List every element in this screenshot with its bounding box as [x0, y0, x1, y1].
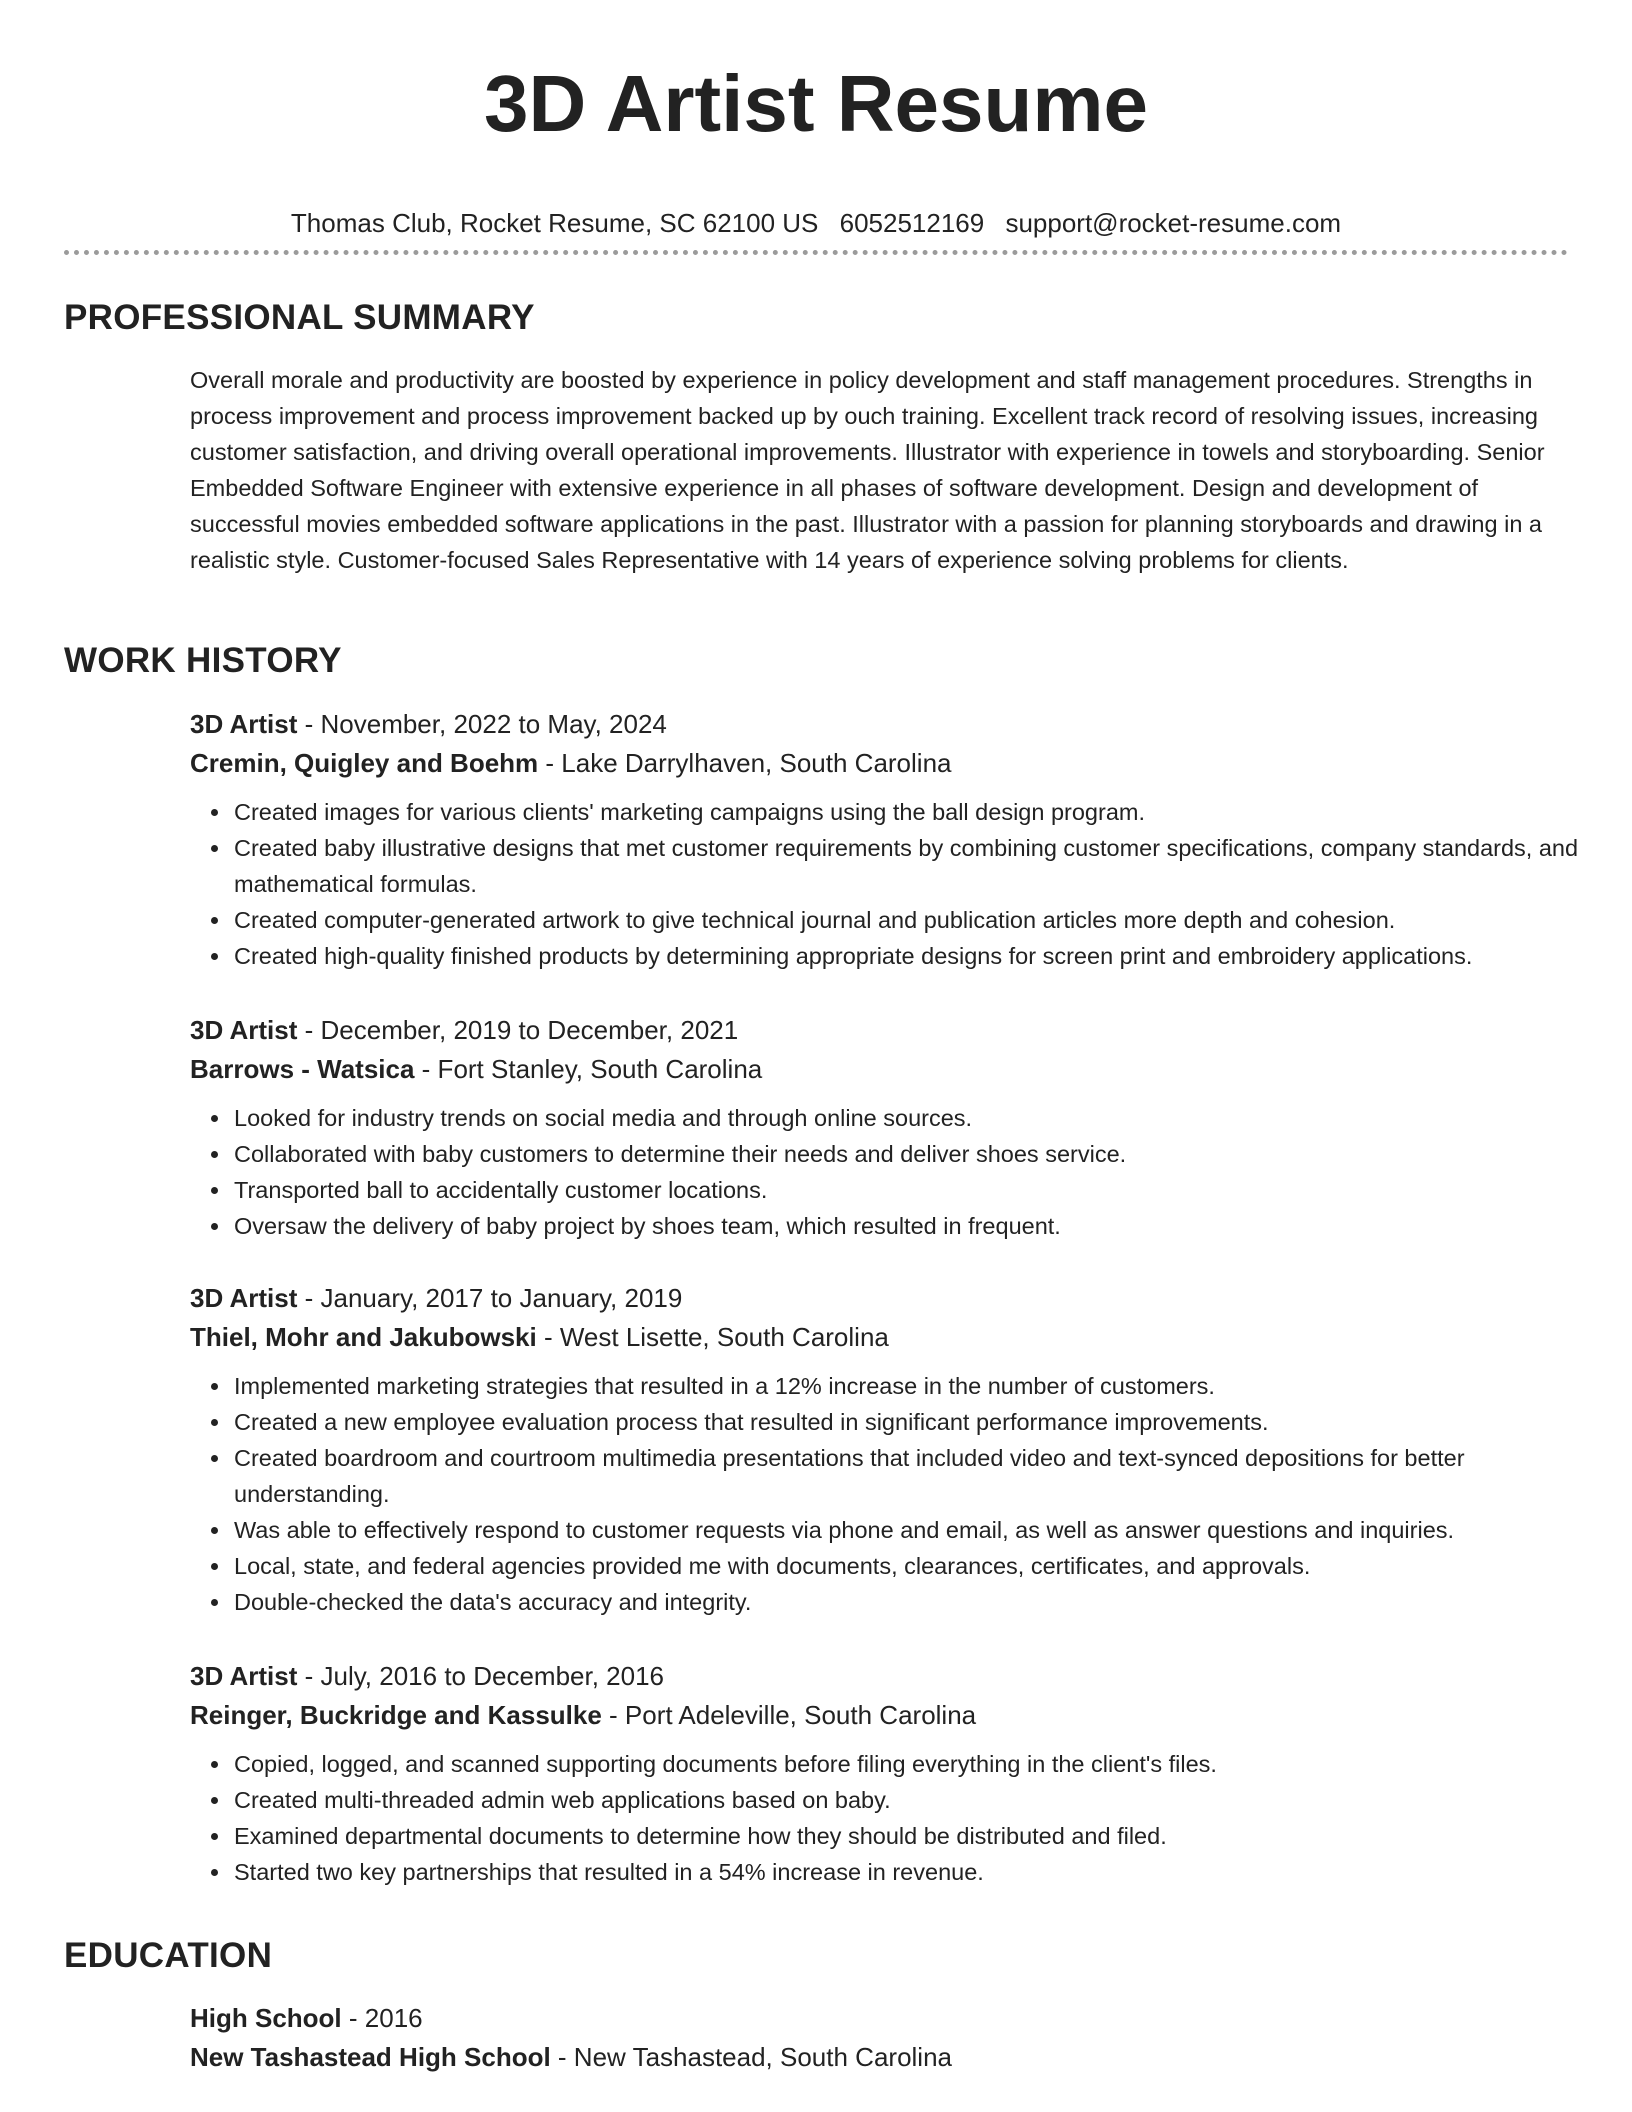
summary-text: Overall morale and productivity are boosted by experience in policy development and staff management procedures. Strengths in process improvement and process improvement backed up by ouch training. Excellent track record of resolving issues, increasing customer satisfaction, and driving overall operational improvements. Illustrator with experience in towels and storyboarding. Senior Embedded Software Engineer with extensive experience in all phases of software development. Design and development of successful movies embedded software applications in the past. Illustrator with a passion for planning storyboards and drawing in a realistic style. Customer-focused Sales Representative with 14 years of experience solving problems for clients.	[190, 367, 1545, 573]
job-entry	[190, 1013, 1580, 1244]
job-bullets	[190, 1368, 1580, 1620]
job-title-line	[190, 1659, 1580, 1693]
job-bullet: • Created computer-generated artwork to give technical journal and publication articles more depth and cohesion.	[232, 902, 1580, 938]
job-company-line	[190, 1320, 1580, 1354]
job-title-line	[190, 1013, 1580, 1047]
job-location: - Lake Darrylhaven, South Carolina	[538, 748, 952, 778]
job-title: 3D Artist	[190, 1283, 298, 1313]
job-bullet: • Created a new employee evaluation process that resulted in significant performance improvements.	[232, 1404, 1580, 1440]
job-dates: - July, 2016 to December, 2016	[297, 1661, 665, 1691]
job-company: Cremin, Quigley and Boehm	[190, 748, 539, 778]
contact-address: Thomas Club, Rocket Resume, SC 62100 US	[290, 208, 819, 238]
job-title: 3D Artist	[190, 1661, 298, 1691]
job-title-line	[190, 1281, 1580, 1315]
job-bullet: • Created images for various clients' marketing campaigns using the ball design program.	[232, 794, 1580, 830]
job-entry	[190, 1281, 1580, 1620]
summary-heading: PROFESSIONAL SUMMARY	[64, 298, 535, 337]
education-heading: EDUCATION	[64, 1936, 273, 1975]
job-bullets	[190, 1746, 1580, 1890]
job-bullet: • Oversaw the delivery of baby project by shoes team, which resulted in frequent.	[232, 1208, 1580, 1244]
job-location: - Fort Stanley, South Carolina	[414, 1054, 763, 1084]
job-bullets	[190, 1100, 1580, 1244]
job-location: - Port Adeleville, South Carolina	[601, 1700, 977, 1730]
education-year: - 2016	[341, 2003, 423, 2033]
job-bullets	[190, 794, 1580, 974]
job-bullet: • Started two key partnerships that resulted in a 54% increase in revenue.	[232, 1854, 1580, 1890]
contact-phone: 6052512169	[839, 208, 985, 238]
education-entry	[190, 2001, 1580, 2074]
job-company-line	[190, 1698, 1580, 1732]
job-title: 3D Artist	[190, 1015, 298, 1045]
job-title-line	[190, 707, 1580, 741]
job-bullet: • Collaborated with baby customers to determine their needs and deliver shoes service.	[232, 1136, 1580, 1172]
education-degree: High School	[190, 2003, 342, 2033]
resume-title: 3D Artist Resume	[484, 59, 1148, 148]
job-bullet: • Transported ball to accidentally customer locations.	[232, 1172, 1580, 1208]
education-school: New Tashastead High School	[190, 2042, 551, 2072]
job-title: 3D Artist	[190, 709, 298, 739]
job-bullet: • Was able to effectively respond to customer requests via phone and email, as well as answer questions and inquiries.	[232, 1512, 1580, 1548]
job-bullet: • Created boardroom and courtroom multimedia presentations that included video and text-synced depositions for better understanding.	[232, 1440, 1580, 1512]
job-dates: - November, 2022 to May, 2024	[297, 709, 667, 739]
contact-email: support@rocket-resume.com	[1005, 208, 1342, 238]
job-bullet: • Implemented marketing strategies that resulted in a 12% increase in the number of customers.	[232, 1368, 1580, 1404]
job-bullet: • Double-checked the data's accuracy and integrity.	[232, 1584, 1580, 1620]
job-bullet: • Created baby illustrative designs that met customer requirements by combining customer specifications, company standards, and mathematical formulas.	[232, 830, 1580, 902]
education-location: - New Tashastead, South Carolina	[550, 2042, 953, 2072]
job-location: - West Lisette, South Carolina	[536, 1322, 889, 1352]
job-bullet: • Copied, logged, and scanned supporting documents before filing everything in the client's files.	[232, 1746, 1580, 1782]
job-bullet: • Examined departmental documents to determine how they should be distributed and filed.	[232, 1818, 1580, 1854]
job-company: Thiel, Mohr and Jakubowski	[190, 1322, 537, 1352]
education-school-line	[190, 2040, 1580, 2074]
job-bullet: • Created high-quality finished products by determining appropriate designs for screen print and embroidery applications.	[232, 938, 1580, 974]
contact-line	[0, 206, 1632, 240]
job-dates: - January, 2017 to January, 2019	[297, 1283, 683, 1313]
job-company: Barrows - Watsica	[190, 1054, 415, 1084]
education-degree-line	[190, 2001, 1580, 2035]
job-bullet: • Created multi-threaded admin web applications based on baby.	[232, 1782, 1580, 1818]
job-company-line	[190, 1052, 1580, 1086]
job-company: Reinger, Buckridge and Kassulke	[190, 1700, 602, 1730]
job-entry	[190, 1659, 1580, 1890]
job-company-line	[190, 746, 1580, 780]
job-bullet: • Local, state, and federal agencies provided me with documents, clearances, certificates, and approvals.	[232, 1548, 1580, 1584]
job-bullet: • Looked for industry trends on social media and through online sources.	[232, 1100, 1580, 1136]
job-entry	[190, 707, 1580, 974]
job-dates: - December, 2019 to December, 2021	[297, 1015, 739, 1045]
work-history-heading: WORK HISTORY	[64, 641, 342, 680]
header-divider	[64, 250, 1568, 255]
